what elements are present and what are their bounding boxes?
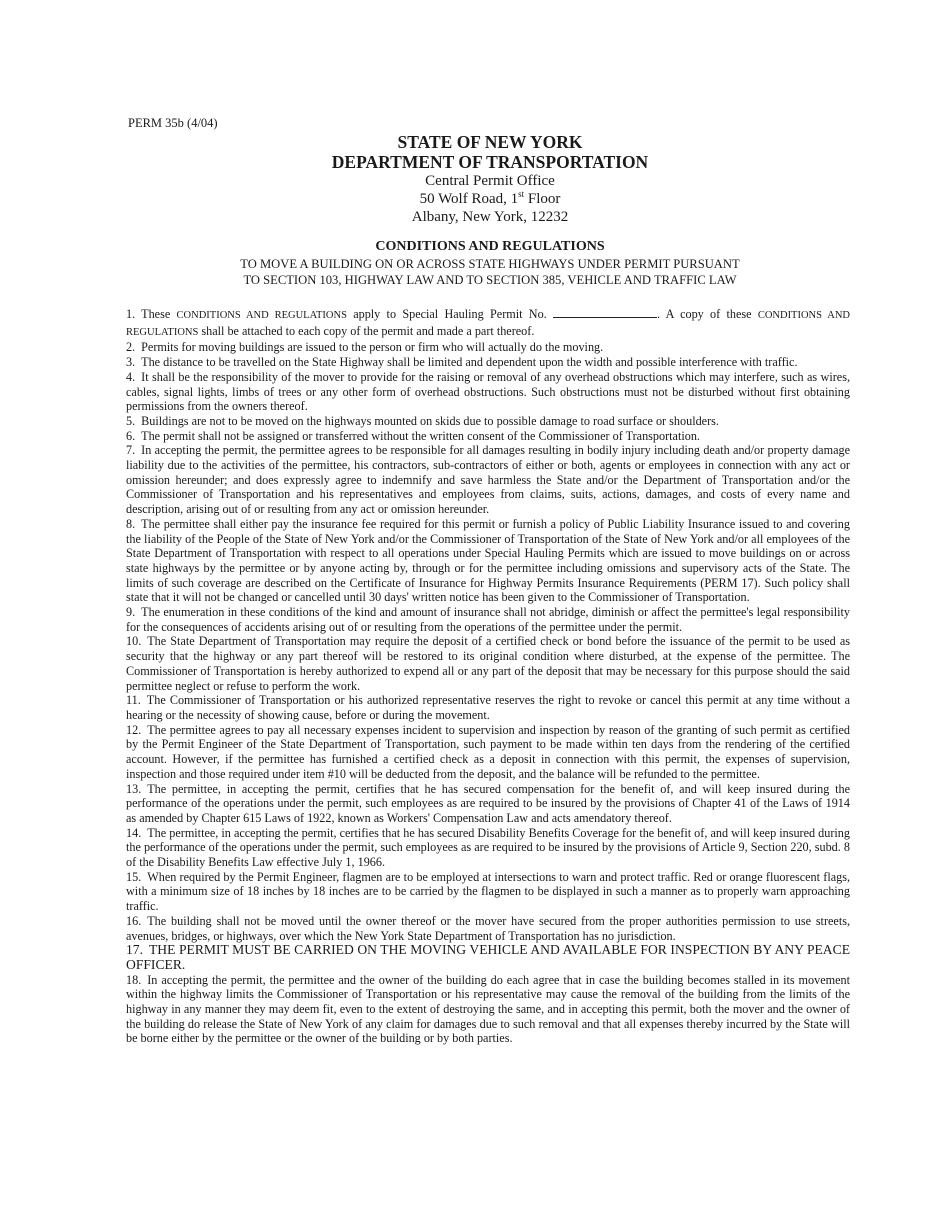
paragraph-item xyxy=(126,355,850,370)
paragraph-text: In accepting the permit, the permittee agrees to be responsible for all damages resulting in bodily injury including death and/or property damage liability due to the activities of the permittee, his contractors, sub-contractors of either or both, agents or employees in connection with any act or omission hereunder; and does expressly agree to indemnify and save harmless the State and/or the Department of Transportation and/or the Commissioner of Transportation and his representatives and employees from claims, suits, actions, damages, and costs of every name and description, arising out of or resulting from any act or omission hereunder. xyxy=(126,443,850,517)
paragraph-item xyxy=(126,693,850,722)
paragraph-17 xyxy=(126,943,850,972)
paragraph-number: 13. xyxy=(126,781,142,796)
paragraph-1 xyxy=(126,307,850,340)
subtitle-line2: TO SECTION 103, HIGHWAY LAW AND TO SECTION 385, VEHICLE AND TRAFFIC LAW xyxy=(243,273,737,287)
p1-caps-b: CONDITIONS AND REGULATIONS xyxy=(126,310,851,338)
paragraph-item xyxy=(126,826,850,870)
paragraph-number: 11. xyxy=(126,693,141,708)
paragraph-number: 17. xyxy=(126,942,143,958)
address-line1 xyxy=(0,190,950,208)
paragraph-item xyxy=(126,370,850,414)
paragraph-number: 3. xyxy=(126,355,136,370)
paragraph-list xyxy=(126,340,850,943)
paragraph-text: The permittee, in accepting the permit, certifies that he has secured compensation for the benefit of, and will keep insured during the performance of the operations under the permit, such employees as are required to be insured by the provisions of Chapter 41 of the Laws of 1914 as amended by Chapter 615 Laws of 1922, known as Workers' Compensation Law and acts amendatory thereof. xyxy=(126,781,850,825)
paragraph-item xyxy=(126,914,850,943)
conditions-title: CONDITIONS AND REGULATIONS xyxy=(375,239,605,254)
p1-text-b: apply to Special Hauling Permit No. xyxy=(346,307,554,321)
paragraph-number: 10. xyxy=(126,634,142,649)
office-name: Central Permit Office xyxy=(425,173,555,189)
address-ordinal: st xyxy=(518,189,525,199)
paragraph-item xyxy=(126,340,850,355)
paragraph-text: When required by the Permit Engineer, flagmen are to be employed at intersections to warn and protect traffic. Red or orange fluorescent flags, with a minimum size of 18 inches by 18 inches are to be carried by the flagmen to be displayed in such a manner as to properly warn approaching traffic. xyxy=(126,869,850,914)
paragraph-item xyxy=(126,782,850,826)
paragraph-item xyxy=(126,443,850,517)
paragraph-text: The State Department of Transportation may require the deposit of a certified check or bond before the issuance of the permit to be used as security that the highway or any part thereof will be restored to its original condition where disturbed, at the expense of the permittee. The Commissioner of Transportation is hereby authorized to expend all or any part of the deposit that may be necessary for this purpose should the said permittee neglect or refuse to perform the work. xyxy=(126,634,850,693)
paragraph-number: 7. xyxy=(126,443,136,458)
address-street: 50 Wolf Road, 1 xyxy=(419,191,519,207)
department-title: DEPARTMENT OF TRANSPORTATION xyxy=(331,152,649,172)
paragraph-text: Permits for moving buildings are issued to the person or firm who will actually do the moving. xyxy=(141,340,604,355)
subtitle-line1: TO MOVE A BUILDING ON OR ACROSS STATE HIGHWAYS UNDER PERMIT PURSUANT xyxy=(240,257,740,271)
paragraph-item xyxy=(126,605,850,634)
paragraph-number: 9. xyxy=(126,605,136,620)
paragraph-number: 2. xyxy=(126,340,136,355)
paragraph-item xyxy=(126,870,850,914)
p1-caps-a: CONDITIONS AND REGULATIONS xyxy=(176,310,347,321)
conditions-body xyxy=(126,307,850,1046)
paragraph-text: Buildings are not to be moved on the highways mounted on skids due to possible damage to road surface or shoulders. xyxy=(141,413,719,428)
paragraph-number: 4. xyxy=(126,369,136,384)
paragraph-text: THE PERMIT MUST BE CARRIED ON THE MOVING VEHICLE AND AVAILABLE FOR INSPECTION BY ANY PEACE OFFICER. xyxy=(126,942,850,972)
paragraph-number: 12. xyxy=(126,722,142,737)
paragraph-number: 14. xyxy=(126,825,142,840)
paragraph-item xyxy=(126,414,850,429)
paragraph-item xyxy=(126,634,850,693)
address-line2: Albany, New York, 12232 xyxy=(411,209,569,225)
paragraph-number: 5. xyxy=(126,413,136,428)
paragraph-text: The distance to be travelled on the State Highway shall be limited and dependent upon the width and possible interference with traffic. xyxy=(141,355,798,370)
p1-text-a: These xyxy=(141,307,177,321)
p1-text-d: shall be attached to each copy of the permit and made a part thereof. xyxy=(198,323,535,338)
paragraph-item xyxy=(126,517,850,605)
document-header xyxy=(0,132,950,288)
paragraph-number: 15. xyxy=(126,869,142,884)
paragraph-text: The permittee shall either pay the insurance fee required for this permit or furnish a policy of Public Liability Insurance issued to and covering the liability of the People of the State of New York and/or the Commissioner of Transportation of the State of New York and/or all employees of the State Department of Transportation with respect to all operations under Special Hauling Permits which are issued to move buildings on or across state highways by the permittee or by anyone acting by, through or for the permittee including omissions and supervisory acts of the State. The limits of such coverage are described on the Certificate of Insurance for Highway Permits Insurance Requirements (PERM 17). Such policy shall state that it will not be changed or cancelled until 30 days' written notice has been given to the Commissioner of Transportation. xyxy=(126,516,850,605)
paragraph-text: It shall be the responsibility of the mover to provide for the raising or removal of any overhead obstructions which may interfere, such as wires, cables, signal lights, limbs of trees or any other form of overhead obstructions. Such obstructions must not be disturbed without first obtaining permissions from the owners thereof. xyxy=(126,369,850,414)
address-floor: Floor xyxy=(524,191,561,207)
permit-number-blank[interactable] xyxy=(553,307,657,318)
paragraph-number: 1. xyxy=(126,307,136,321)
paragraph-item xyxy=(126,429,850,444)
paragraph-number: 6. xyxy=(126,428,136,443)
paragraph-text: The building shall not be moved until the owner thereof or the mover have secured from the proper authorities permission to use streets, avenues, bridges, or highways, over which the New York State Department of Transportation has no jurisdiction. xyxy=(126,913,850,943)
paragraph-item xyxy=(126,723,850,782)
paragraph-number: 18. xyxy=(126,972,142,987)
paragraph-text: The enumeration in these conditions of the kind and amount of insurance shall not abridge, diminish or affect the permittee's legal responsibility for the consequences of accidents arising out of or resulting from the operations of the permittee under the permit. xyxy=(126,605,850,634)
paragraph-18 xyxy=(126,973,850,1047)
paragraph-text: In accepting the permit, the permittee and the owner of the building do each agree that in case the building becomes stalled in its movement within the highway limits the Commissioner of Transportation or his representative may cause the removal of the building from the limits of the highway in any manner they may deem fit, even to the extent of destroying the same, and in accepting this permit, both the mover and the owner of the building do release the State of New York of any claim for damages due to such removal and that all expenses thereby incurred by the State will be borne either by the permittee or the owner of the building or by both parties. xyxy=(126,972,850,1046)
p1-text-c: . A copy of these xyxy=(657,307,758,321)
paragraph-text: The Commissioner of Transportation or his authorized representative reserves the right to revoke or cancel this permit at any time without a hearing or the necessity of showing cause, before or during the movement. xyxy=(126,693,850,722)
paragraph-text: The permit shall not be assigned or transferred without the written consent of the Commissioner of Transportation. xyxy=(141,428,700,443)
paragraph-number: 16. xyxy=(126,913,142,928)
form-id: PERM 35b (4/04) xyxy=(128,116,218,130)
paragraph-text: The permittee, in accepting the permit, certifies that he has secured Disability Benefits Coverage for the benefit of, and will keep insured during the performance of the operations under the permit, such employees as are required to be insured by the provisions of Article 9, Section 220, subd. 8 of the Disability Benefits Law effective July 1, 1966. xyxy=(126,825,850,870)
paragraph-text: The permittee agrees to pay all necessary expenses incident to supervision and inspection by reason of the granting of such permit as certified by the Permit Engineer of the State Department of Transportation, such payment to be made within ten days from the rendering of the certified account. However, if the permittee has furnished a certified check as a deposit in connection with this permit, the expenses of supervision, inspection and those required under item #10 will be deducted from the deposit, and the balance will be refunded to the permittee. xyxy=(126,722,850,781)
state-title: STATE OF NEW YORK xyxy=(397,132,583,152)
paragraph-number: 8. xyxy=(126,516,136,531)
